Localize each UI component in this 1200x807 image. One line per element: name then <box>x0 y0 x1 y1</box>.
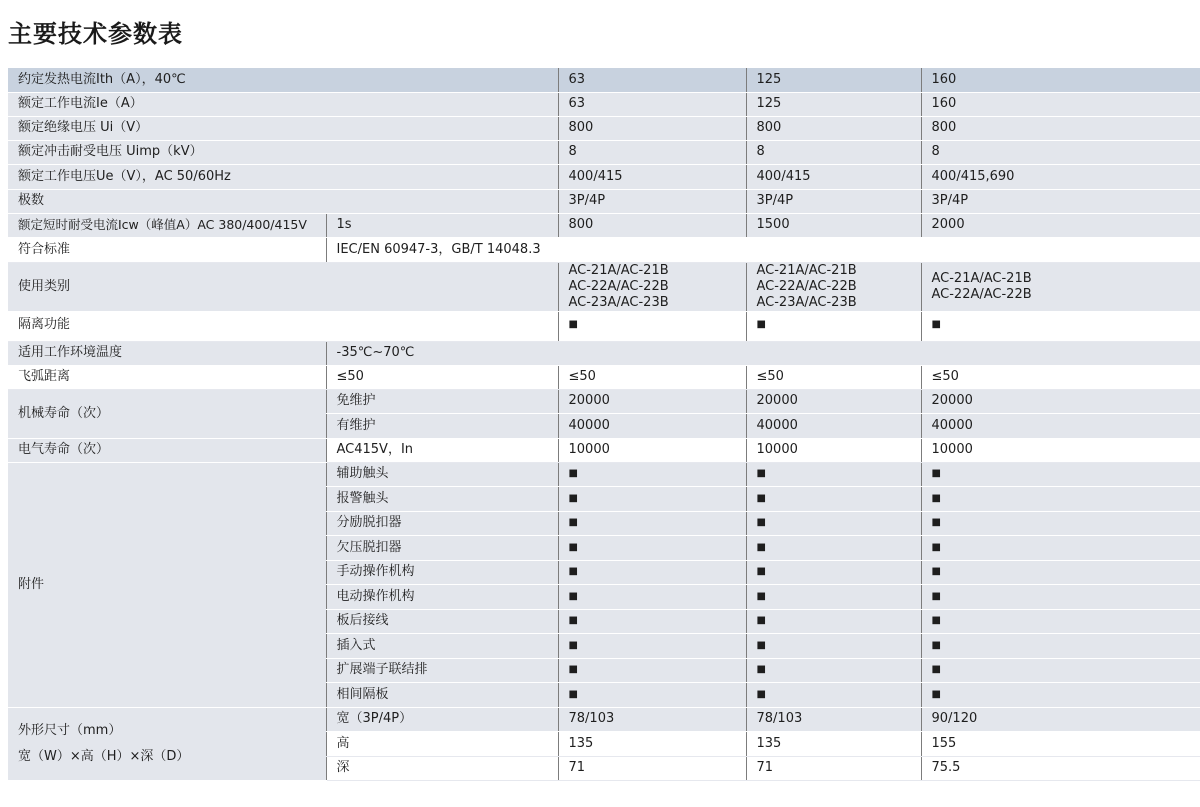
table-row: 符合标准 IEC/EN 60947-3，GB/T 14048.3 <box>8 237 1200 262</box>
table-row: 使用类别 AC-21A/AC-21B AC-22A/AC-22B AC-23A/AC-23B AC-21A/AC-21B AC-22A/AC-22B AC-23A/AC-23B AC-21A/AC-21B AC-22A/AC-22B <box>8 262 1200 311</box>
table-row: 附件 辅助触头 ■ ■ ■ <box>8 462 1200 486</box>
table-row: 约定发热电流Ith（A），40℃ 63 125 160 <box>8 68 1200 92</box>
table-row: 额定绝缘电压 Ui（V） 800 800 800 <box>8 116 1200 140</box>
table-row: 电气寿命（次） AC415V，In 10000 10000 10000 <box>8 438 1200 462</box>
spec-table <box>8 68 1200 781</box>
table-row: 适用工作环境温度 -35℃~70℃ <box>8 341 1200 365</box>
table-row: 电动操作机构 ■ ■ ■ <box>8 584 1200 609</box>
table-row: 有维护 40000 40000 40000 <box>8 413 1200 438</box>
table-row: 插入式 ■ ■ ■ <box>8 633 1200 658</box>
table-row: 飞弧距离 ≤50 ≤50 ≤50 ≤50 <box>8 365 1200 389</box>
table-row: 极数 3P/4P 3P/4P 3P/4P <box>8 189 1200 213</box>
page-title: 主要技术参数表 <box>8 20 183 48</box>
table-row: 深 71 71 75.5 <box>8 756 1200 780</box>
table-row: 机械寿命（次） 免维护 20000 20000 20000 <box>8 389 1200 413</box>
table-row: 额定工作电压Ue（V），AC 50/60Hz 400/415 400/415 400/415,690 <box>8 164 1200 189</box>
table-row: 板后接线 ■ ■ ■ <box>8 609 1200 633</box>
table-row: 高 135 135 155 <box>8 731 1200 756</box>
table-row: 欠压脱扣器 ■ ■ ■ <box>8 535 1200 560</box>
table-row: 额定冲击耐受电压 Uimp（kV） 8 8 8 <box>8 140 1200 164</box>
table-row: 隔离功能 ■ ■ ■ <box>8 311 1200 341</box>
table-row: 报警触头 ■ ■ ■ <box>8 486 1200 511</box>
table-row: 额定短时耐受电流Icw（峰值A）AC 380/400/415V 1s 800 1500 2000 <box>8 213 1200 237</box>
table-row: 相间隔板 ■ ■ ■ <box>8 682 1200 707</box>
table-row: 外形尺寸（mm） 宽（W）×高（H）×深（D） 宽（3P/4P） 78/103 78/103 90/120 <box>8 707 1200 731</box>
table-row: 额定工作电流Ie（A） 63 125 160 <box>8 92 1200 116</box>
table-row: 扩展端子联结排 ■ ■ ■ <box>8 658 1200 682</box>
table-row: 分励脱扣器 ■ ■ ■ <box>8 511 1200 535</box>
table-row: 手动操作机构 ■ ■ ■ <box>8 560 1200 584</box>
